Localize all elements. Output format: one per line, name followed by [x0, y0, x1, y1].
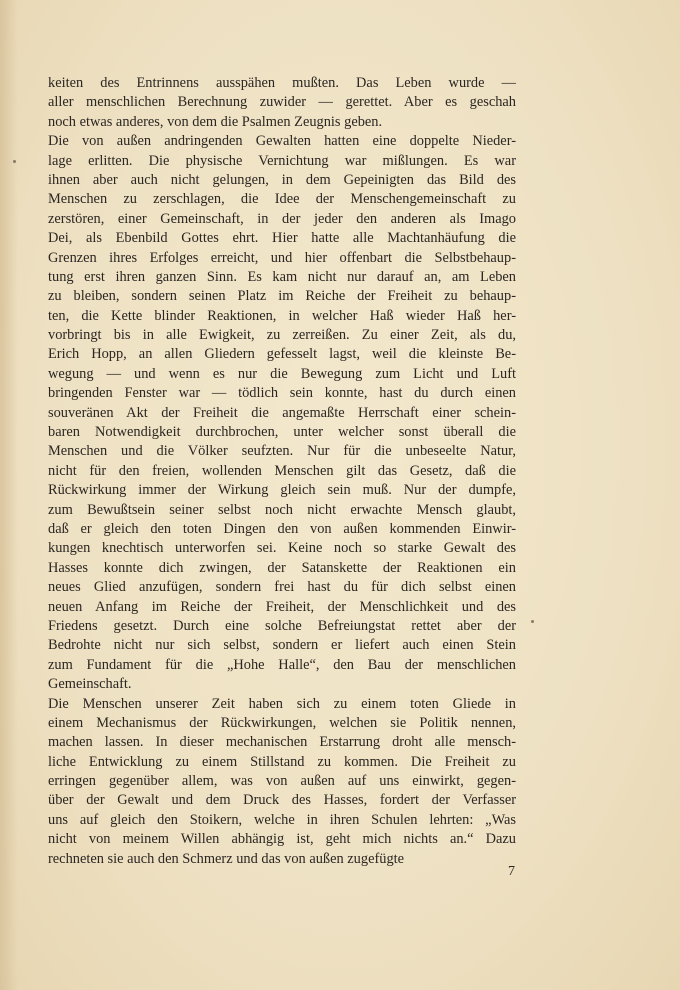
body-text [48, 74, 516, 869]
text-line: Bedrohte nicht nur sich selbst, sondern er liefert auch einen Stein [48, 637, 516, 654]
text-line: Hasses konnte dich zwingen, der Satanskette der Reaktionen ein [48, 559, 516, 576]
text-line: wegung — und wenn es nur die Bewegung zum Licht und Luft [48, 365, 516, 382]
text-line: nicht für den freien, wollenden Menschen gilt das Gesetz, daß die [48, 462, 516, 479]
text-line: lage erlitten. Die physische Vernichtung war mißlungen. Es war [48, 152, 516, 169]
text-line: vorbringt bis in alle Ewigkeit, zu zerreißen. Zu einer Zeit, als du, [48, 327, 516, 344]
text-line: daß er gleich den toten Dingen den von außen kommenden Einwir- [48, 520, 516, 537]
text-line: Rückwirkung immer der Wirkung gleich sein muß. Nur der dumpfe, [48, 482, 516, 499]
text-line: tung erst ihren ganzen Sinn. Es kam nicht nur darauf an, am Leben [48, 268, 516, 285]
text-line: zerstören, einer Gemeinschaft, in der jeder den anderen als Imago [48, 210, 516, 227]
text-line: zu bleiben, sondern seinen Platz im Reiche der Freiheit zu behaup- [48, 288, 516, 305]
text-line: liche Entwicklung zu einem Stillstand zu kommen. Die Freiheit zu [48, 753, 516, 770]
text-line: erringen gegenüber allem, was von außen auf uns einwirkt, gegen- [48, 773, 516, 790]
text-line: ten, die Kette blinder Reaktionen, in welcher Haß wieder Haß her- [48, 307, 516, 324]
text-line: machen lassen. In dieser mechanischen Erstarrung droht alle mensch- [48, 734, 516, 751]
text-line: über der Gewalt und dem Druck des Hasses, fordert der Verfasser [48, 792, 516, 809]
text-line: souveränen Akt der Freiheit die angemaßte Herrschaft einer schein- [48, 404, 516, 421]
text-line: kungen knechtisch unterworfen sei. Keine noch so starke Gewalt des [48, 540, 516, 557]
text-line: Menschen zu zerschlagen, die Idee der Menschengemeinschaft zu [48, 191, 516, 208]
text-line: baren Notwendigkeit durchbrochen, unter welcher sonst überall die [48, 424, 516, 441]
text-line: Menschen und die Völker seufzten. Nur für die unbeseelte Natur, [48, 443, 516, 460]
text-line: aller menschlichen Berechnung zuwider — gerettet. Aber es geschah [48, 94, 516, 111]
text-line: zum Bewußtsein seiner selbst noch nicht erwachte Mensch glaubt, [48, 501, 516, 518]
text-line: bringenden Fenster war — tödlich sein konnte, hast du durch einen [48, 385, 516, 402]
text-line: Gemeinschaft. [48, 676, 132, 693]
page-number: 7 [508, 864, 515, 879]
text-line: noch etwas anderes, von dem die Psalmen Zeugnis geben. [48, 113, 383, 130]
text-line: nicht von meinem Willen abhängig ist, geht mich nichts an.“ Dazu [48, 831, 516, 848]
text-line: Erich Hopp, an allen Gliedern gefesselt lagst, weil die kleinste Be- [48, 346, 516, 363]
text-line: neues Glied anzufügen, sondern frei hast du für dich selbst einen [48, 579, 516, 596]
text-line: einem Mechanismus der Rückwirkungen, welchen sie Politik nennen, [48, 714, 516, 731]
text-line: Grenzen ihres Erfolges erreicht, und hier offenbart die Selbstbehaup- [48, 249, 516, 266]
text-line: uns auf gleich den Stoikern, welche in ihren Schulen lehrten: „Was [48, 811, 516, 828]
paper-speck [13, 160, 16, 163]
text-line: neuen Anfang im Reiche der Freiheit, der Menschlichkeit und des [48, 598, 516, 615]
paper-speck [531, 620, 534, 623]
text-line: zum Fundament für die „Hohe Halle“, den Bau der menschlichen [48, 656, 516, 673]
text-line: ihnen aber auch nicht gelungen, in dem Gepeinigten das Bild des [48, 171, 516, 188]
text-line: keiten des Entrinnens ausspähen mußten. Das Leben wurde — [48, 75, 516, 91]
text-line: rechneten sie auch den Schmerz und das von außen zugefügte [48, 850, 405, 867]
text-line: Friedens gesetzt. Durch eine solche Befreiungstat rettet aber der [48, 617, 516, 634]
text-line: Dei, als Ebenbild Gottes ehrt. Hier hatte alle Machtanhäufung die [48, 230, 516, 247]
text-line: Die Menschen unserer Zeit haben sich zu einem toten Gliede in [48, 695, 516, 712]
text-line: Die von außen andringenden Gewalten hatten eine doppelte Nieder- [48, 133, 516, 150]
